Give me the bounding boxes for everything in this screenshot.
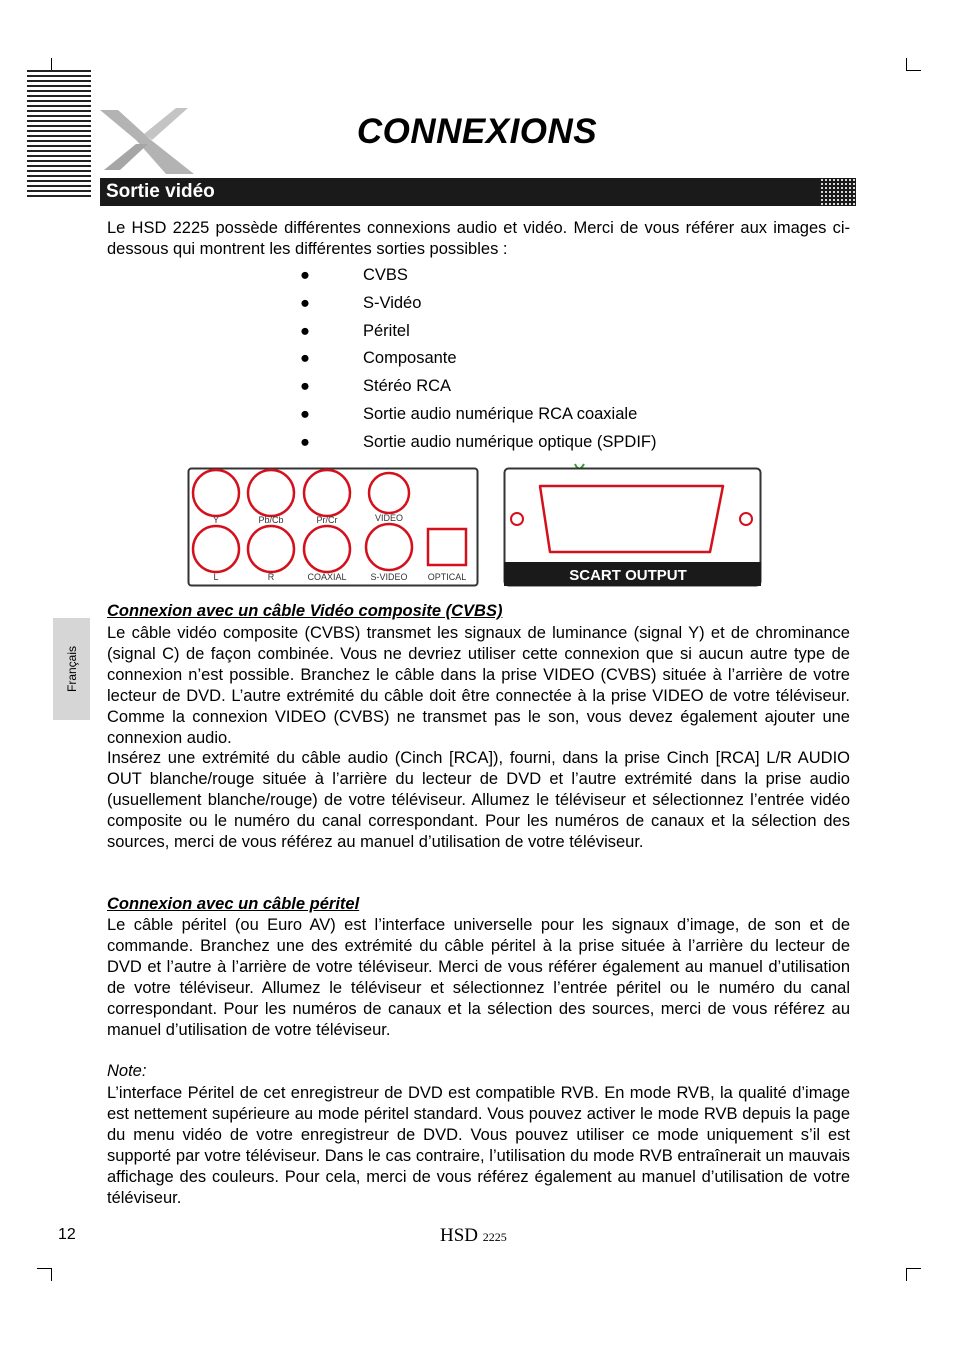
bullet-icon: ● xyxy=(300,293,310,312)
scart-connector-panel xyxy=(503,460,763,588)
language-tab-label: Français xyxy=(64,645,79,693)
scart-screw-right xyxy=(740,513,752,525)
jack-audio-l xyxy=(193,526,239,572)
footer-model-number: 2225 xyxy=(482,1230,507,1244)
footer-model-name: HSD xyxy=(440,1225,479,1246)
jack-y xyxy=(193,470,239,516)
bullet-icon: ● xyxy=(300,266,310,284)
label-optical: OPTICAL xyxy=(427,572,467,582)
label-pr: Pr/Cr xyxy=(316,515,338,525)
label-coaxial: COAXIAL xyxy=(307,572,347,582)
cvbs-heading: Connexion avec un câble Vidéo composite (CVBS) xyxy=(107,602,503,620)
crop-mark-top-right xyxy=(906,58,921,71)
peritel-heading: Connexion avec un câble péritel xyxy=(107,895,360,913)
crop-mark-bottom-left xyxy=(37,1268,52,1281)
jack-s-video xyxy=(366,524,412,570)
optical-port xyxy=(428,529,466,565)
cvbs-paragraph-1: Le câble vidéo composite (CVBS) transmet les signaux de luminance (signal Y) et de chrominance (signal C) de façon combinée. Vous ne devriez utiliser cette connexion que si aucun autre type de connexion n’est possible. Branchez le câble dans la prise VIDEO (CVBS) située à l’arrière de votre lecteur de DVD. L’autre extrémité du câble doit être connectée à la prise VIDEO de votre téléviseur. Comme la connexion VIDEO (CVBS) ne transmet pas le son, vous devez également ajouter une connexion audio. xyxy=(107,624,850,747)
section-title: Sortie vidéo xyxy=(106,181,215,202)
page-title: CONNEXIONS xyxy=(356,112,598,151)
jack-pb xyxy=(248,470,294,516)
av-connector-panel xyxy=(187,467,479,588)
crop-mark-bottom-right xyxy=(906,1268,921,1281)
bullet-icon: ● xyxy=(300,349,310,368)
jack-pr xyxy=(304,470,350,516)
label-r: R xyxy=(267,572,275,582)
bullet-icon: ● xyxy=(300,432,310,451)
page-number: 12 xyxy=(58,1226,76,1243)
bullet-icon: ● xyxy=(300,321,310,340)
scart-screw-left xyxy=(511,513,523,525)
section-bar-dots xyxy=(820,178,856,206)
label-pb: Pb/Cb xyxy=(258,515,284,525)
peritel-paragraph: Le câble péritel (ou Euro AV) est l’interface universelle pour les signaux d’image, de son et de commande. Branchez une des extrémité du câble péritel à la prise située à l’arrière du lecteur de DVD et l’autre à l’arrière de votre téléviseur. Merci de vous référer également au manuel d’utilisation de votre téléviseur. Allumez le téléviseur et sélectionnez l’entrée péritel ou le numéro du canal correspondant. Pour les numéros de canaux et la sélection des sources, merci de vous référez au manuel d’utilisation de votre téléviseur. xyxy=(107,916,850,1039)
note-label: Note: xyxy=(107,1062,147,1080)
label-s-video: S-VIDEO xyxy=(370,572,408,582)
footer-model xyxy=(440,1225,507,1247)
jack-video xyxy=(369,473,409,513)
note-paragraph: L’interface Péritel de cet enregistreur de DVD est compatible RVB. En mode RVB, la qualité d’image est nettement supérieure au mode péritel standard. Vous pouvez activer le mode RVB depuis la page du menu vidéo de votre enregistreur de DVD. Vous pouvez utiliser ce mode uniquement s’il est supporté par votre téléviseur. Dans le cas contraire, l’utilisation du mode RVB entraînerait un mauvais affichage des couleurs. Pour cela, merci de vous référez également au manuel d’utilisation de votre téléviseur. xyxy=(107,1084,850,1207)
jack-coaxial xyxy=(304,526,350,572)
scart-output-label: SCART OUTPUT xyxy=(569,567,687,584)
jack-audio-r xyxy=(248,526,294,572)
language-tab xyxy=(53,618,90,720)
scart-port xyxy=(540,486,723,552)
label-video: VIDEO xyxy=(374,513,404,523)
section-header xyxy=(100,178,856,206)
label-l: L xyxy=(213,572,219,582)
bullet-icon: ● xyxy=(300,404,310,423)
cvbs-paragraph-2: Insérez une extrémité du câble audio (Cinch [RCA]), fourni, dans la prise Cinch [RCA] L/R AUDIO OUT blanche/rouge située à l’arrière du lecteur de DVD et l’autre extrémité dans la prise audio (usuellement blanche/rouge) de votre téléviseur. Allumez le téléviseur et sélectionnez l’entrée vidéo composite ou le numéro du canal correspondant. Pour les numéros de canaux et la sélection des sources, merci de vous référez au manuel d’utilisation de votre téléviseur. xyxy=(107,749,850,851)
label-y: Y xyxy=(212,515,220,525)
intro-paragraph: Le HSD 2225 possède différentes connexions audio et vidéo. Merci de vous référer aux images ci-dessous qui montrent les différentes sorties possibles : xyxy=(107,219,850,258)
bullet-icon: ● xyxy=(300,377,310,396)
